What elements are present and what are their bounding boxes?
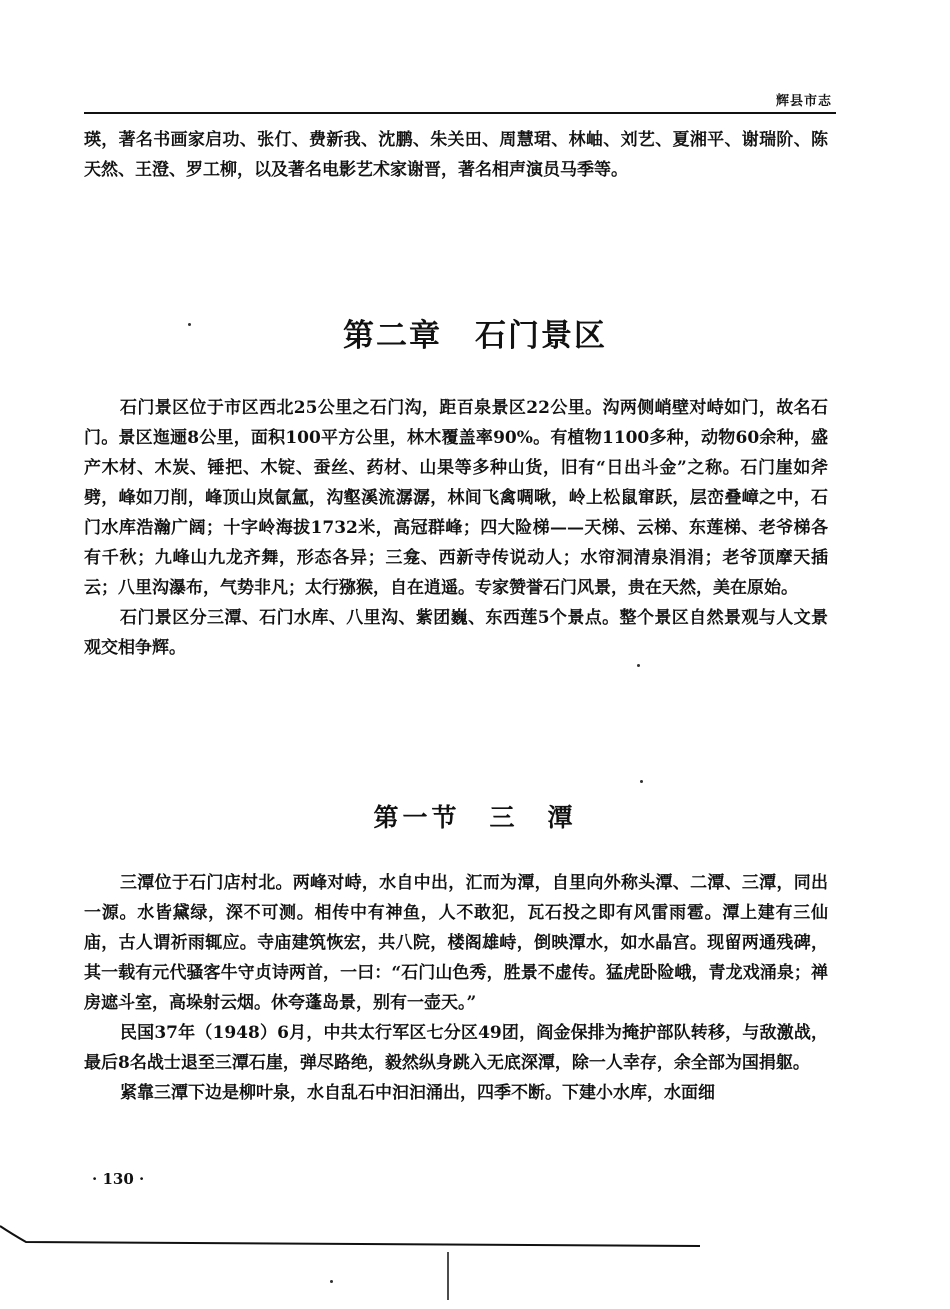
chapter-paragraph-2: 石门景区分三潭、石门水库、八里沟、紫团巍、东西莲5个景点。整个景区自然景观与人文景观交相争辉。 xyxy=(84,608,828,658)
scan-page-edge xyxy=(0,1222,950,1309)
running-header-title: 辉县市志 xyxy=(775,94,832,109)
section-title: 第一节 三 潭 xyxy=(373,803,577,832)
scan-speck xyxy=(640,780,643,783)
page-number: · 130 · xyxy=(92,1170,145,1188)
scan-speck xyxy=(637,664,640,667)
section-paragraph-2: 民国37年（1948）6月，中共太行军区七分区49团，阎金保排为掩护部队转移，与敌激战，最后8名战士退至三潭石崖，弹尽路绝，毅然纵身跳入无底深潭，除一人幸存，余全部为国捐躯。 xyxy=(84,1023,828,1073)
intro-text-block xyxy=(84,125,828,185)
chapter-body xyxy=(84,393,828,663)
scan-speck xyxy=(188,323,191,326)
intro-paragraph: 瑛，著名书画家启功、张仃、费新我、沈鹏、朱关田、周慧珺、林岫、刘艺、夏湘平、谢瑞阶、陈天然、王澄、罗工柳，以及著名电影艺术家谢晋，著名相声演员马季等。 xyxy=(84,130,828,180)
section-paragraph-3: 紧靠三潭下边是柳叶泉，水自乱石中汩汩涌出，四季不断。下建小水库，水面细 xyxy=(120,1083,715,1103)
chapter-paragraph-1: 石门景区位于市区西北25公里之石门沟，距百泉景区22公里。沟两侧峭壁对峙如门，故名石门。景区迤逦8公里，面积100平方公里，林木覆盖率90%。有植物1100多种，动物60余种，盛产木材、木炭、锤把、木锭、蚕丝、药材、山果等多种山货，旧有“日出斗金”之称。石门崖如斧劈，峰如刀削，峰顶山岚氤氲，沟壑溪流潺潺，林间飞禽啁啾，岭上松鼠窜跃，层峦叠嶂之中，石门水库浩瀚广阔；十字岭海拔1732米，高冠群峰；四大险梯——天梯、云梯、东莲梯、老爷梯各有千秋；九峰山九龙齐舞，形态各异；三龛、西新寺传说动人；水帘洞清泉涓涓；老爷顶摩天插云；八里沟瀑布，气势非凡；太行猕猴，自在逍遥。专家赞誉石门风景，贵在天然，美在原始。 xyxy=(84,398,828,598)
chapter-title: 第二章 石门景区 xyxy=(343,318,607,354)
section-paragraph-1: 三潭位于石门店村北。两峰对峙，水自中出，汇而为潭，自里向外称头潭、二潭、三潭，同出一源。水皆黛绿，深不可测。相传中有神鱼，人不敢犯，瓦石投之即有风雷雨雹。潭上建有三仙庙，古人谓祈雨辄应。寺庙建筑恢宏，共八院，楼阁雄峙，倒映潭水，如水晶宫。现留两通残碑，其一载有元代骚客牛守贞诗两首，一曰：“石门山色秀，胜景不虚传。猛虎卧险峨，青龙戏涌泉；禅房遮斗室，高垛射云烟。休夸蓬岛景，别有一壶天。” xyxy=(84,873,828,1013)
scan-speck xyxy=(330,1280,333,1283)
section-body xyxy=(84,868,828,1108)
header-rule xyxy=(84,112,836,114)
